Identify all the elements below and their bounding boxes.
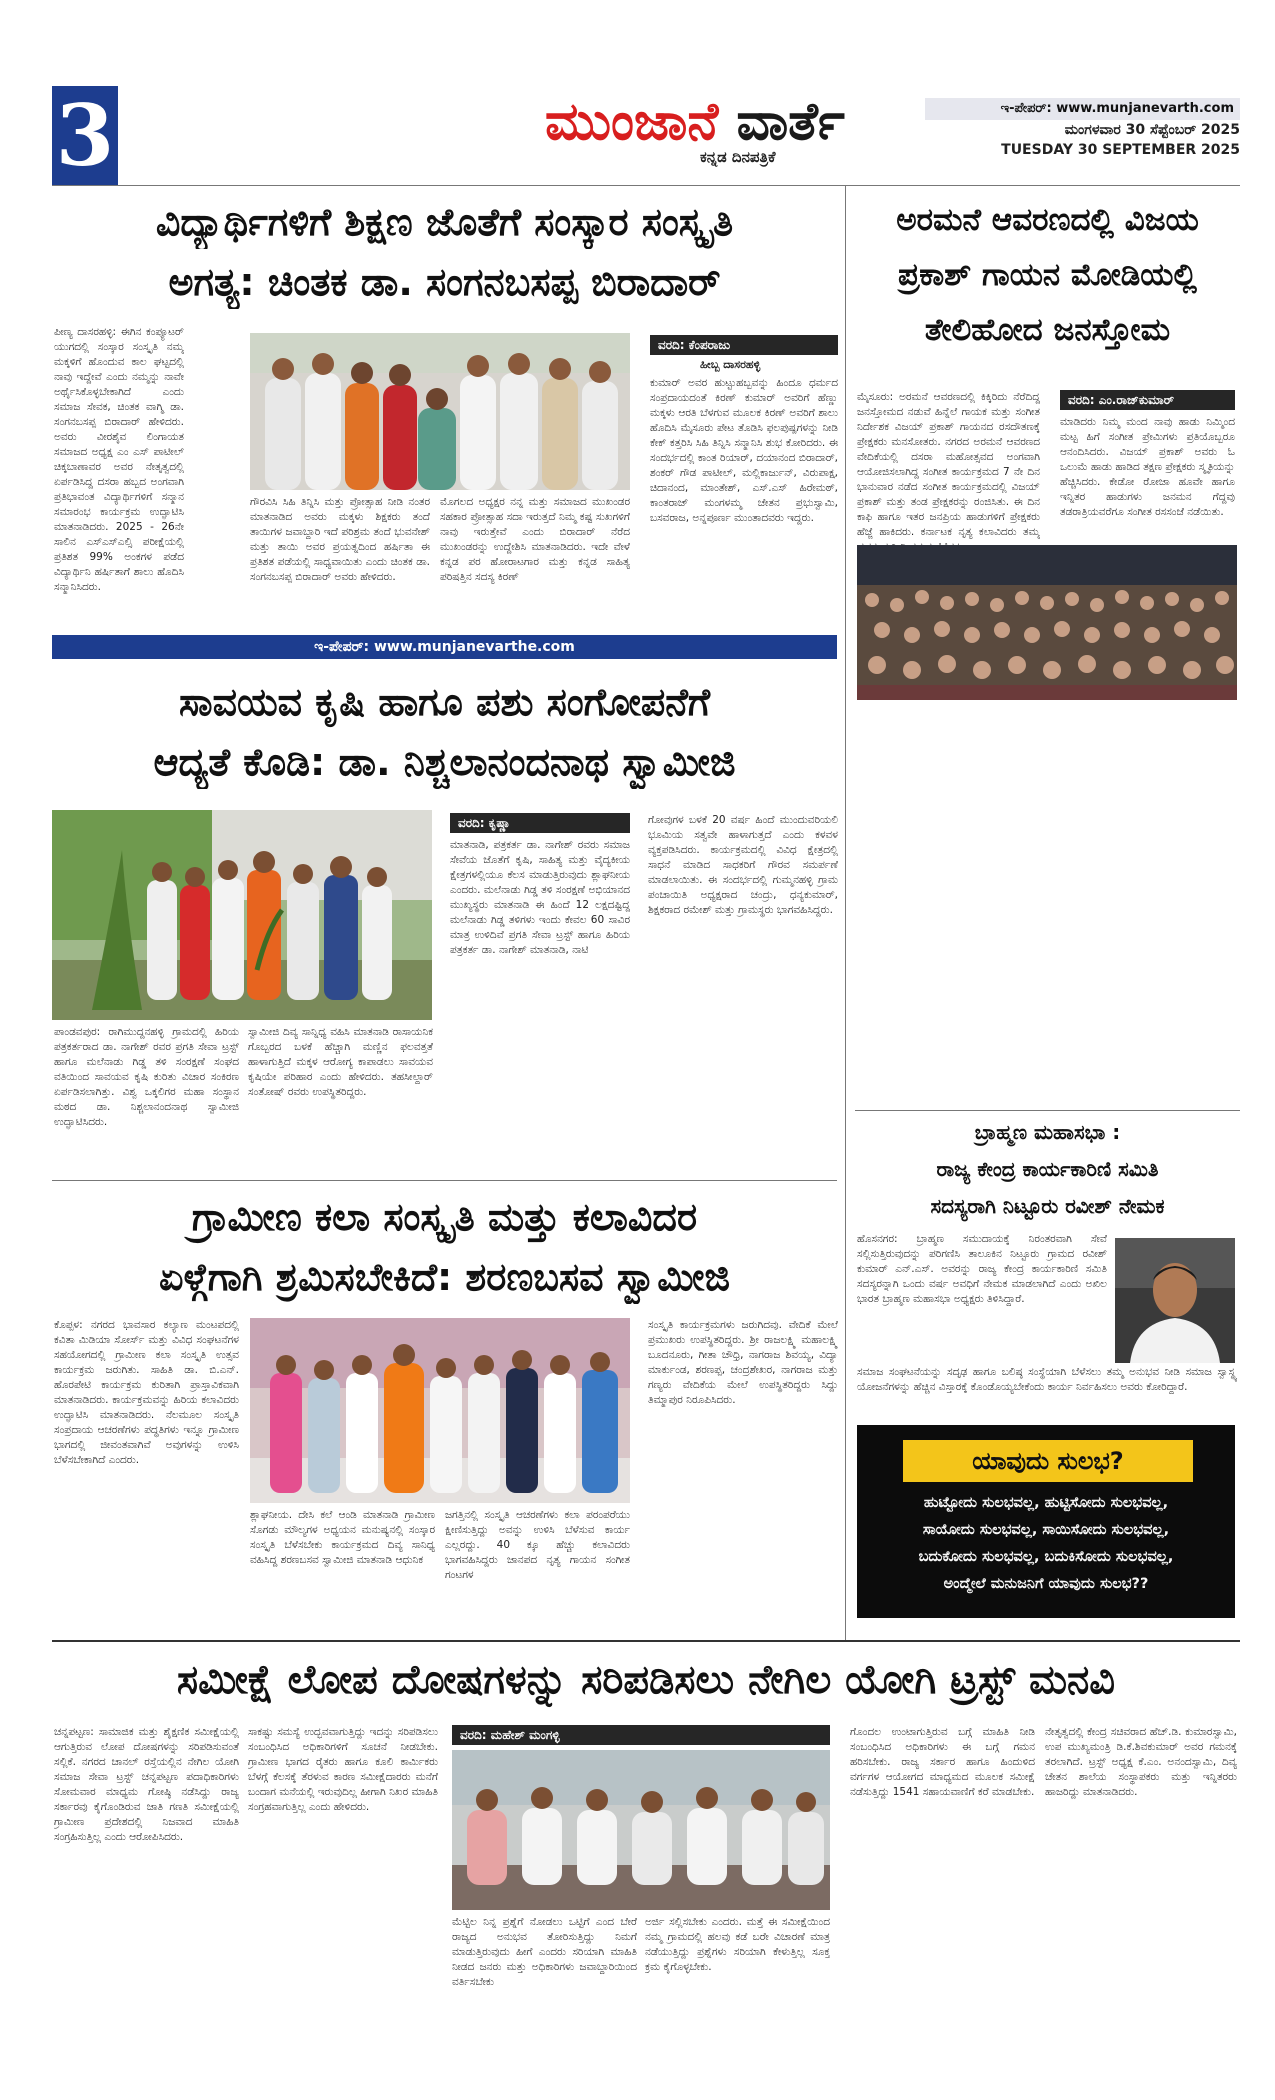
article3-body-col2: ಶ್ಲಾಘನೀಯ. ದೇಸಿ ಕಲೆ ಆಂಡಿ ಮಾತನಾಡಿ ಗ್ರಾಮೀಣ ಸೊಗಡು ಮೌಲ್ಯಗಳ ಅಧ್ಯಯನ ಮನುಷ್ಯನಲ್ಲಿ ಸಂಸ್ಕಾರ ಸಂಸ್ಕೃತಿ ಬೆಳೆಸಬೇಕು ಕಾರ್ಯಕ್ರಮದ ದಿವ್ಯ ಸಾನಿಧ್ಯ ವಹಿಸಿದ್ದ ಶರಣಬಸವ ಸ್ವಾಮೀಜಿ ಮಾತನಾಡಿ ಆಧುನಿಕ (250, 1509, 435, 1566)
article1-byline-place: ಹೀಬ್ಬ ದಾಸರಹಳ್ಳಿ (700, 358, 761, 371)
article6-headline: ಸಮೀಕ್ಷೆ ಲೋಪ ದೋಷಗಳನ್ನು ಸರಿಪಡಿಸಲು ನೇಗಿಲ ಯೋಗಿ ಟ್ರಸ್ಟ್ ಮನವಿ (176, 1657, 1116, 1703)
masthead (545, 94, 845, 150)
article3-headline-line1: ಗ್ರಾಮೀಣ ಕಲಾ ಸಂಸ್ಕೃತಿ ಮತ್ತು ಕಲಾವಿದರ (191, 1195, 698, 1239)
quote-title: ಯಾವುದು ಸುಲಭ? (903, 1440, 1193, 1482)
article2-body-col3: ಮಾತನಾಡಿ, ಪತ್ರಕರ್ತ ಡಾ. ನಾಗೇಶ್ ರವರು ಸಮಾಜ ಸೇವೆಯ ಜೊತೆಗೆ ಕೃಷಿ, ಸಾಹಿತ್ಯ ಮತ್ತು ವೈದ್ಯಕೀಯ ಕ್ಷೇತ್ರಗಳಲ್ಲಿಯೂ ಕೆಲಸ ಮಾಡುತ್ತಿರುವುದು ಶ್ಲಾಘನೀಯ ಎಂದರು. ಮಲೆನಾಡು ಗಿಡ್ಡ ತಳಿ ಸಂರಕ್ಷಣೆ ಅಭಿಯಾನದ ಮುಖ್ಯಸ್ಥರು ಮಾತನಾಡಿ ಈ ಹಿಂದೆ 12 ಲಕ್ಷದಷ್ಟಿದ್ದ ಮಲೆನಾಡು ಗಿಡ್ಡ ತಳಿಗಳು ಇಂದು ಕೇವಲ 60 ಸಾವಿರ ಮಾತ್ರ ಉಳಿದಿವೆ ಪ್ರಗತಿ ಸೇವಾ ಟ್ರಸ್ಟ್ ಹಾಗೂ ಹಿರಿಯ ಪತ್ರಕರ್ತ ಡಾ. ನಾಗೇಶ್ ಮಾತನಾಡಿ, ನಾಟಿ (450, 839, 630, 956)
article4-body-col1: ಮೈಸೂರು: ಅರಮನೆ ಆವರಣದಲ್ಲಿ ಕಿಕ್ಕಿರಿದು ನೆರೆದಿದ್ದ ಜನಸ್ತೋಮದ ನಡುವೆ ಹಿನ್ನೆಲೆ ಗಾಯಕ ಮತ್ತು ಸಂಗೀತ ನಿರ್ದೇಶಕ ವಿಜಯ್ ಪ್ರಕಾಶ್ ಗಾಯನದ ರಸದೌತಣಕ್ಕೆ ಪ್ರೇಕ್ಷಕರು ಮನಸೋತರು. ನಗರದ ಅರಮನೆ ಆವರಣದ ವೇದಿಕೆಯಲ್ಲಿ ದಸರಾ ಮಹೋತ್ಸವದ ಅಂಗವಾಗಿ ಆಯೋಜಿಸಲಾಗಿದ್ದ ಸಂಗೀತ ಕಾರ್ಯಕ್ರಮದ 7 ನೇ ದಿನ ಭಾನುವಾರ ನಡೆದ ಸಂಗೀತ ಕಾರ್ಯಕ್ರಮದಲ್ಲಿ ವಿಜಯ್ ಪ್ರಕಾಶ್ ಮತ್ತು ತಂಡ ಪ್ರೇಕ್ಷಕರನ್ನು ರಂಜಿಸಿತು. ಈ ದಿನ ಕಾಫಿ ಹಾಗೂ ಇತರ ಜನಪ್ರಿಯ ಹಾಡುಗಳಿಗೆ ಪ್ರೇಕ್ಷಕರು ಹೆಜ್ಜೆ ಹಾಕಿದರು. ಕರ್ನಾಟಕ ನೃತ್ಯ ಕಲಾವಿದರು ತಮ್ಮ (857, 391, 1040, 538)
article1-body-col2: ಗೌರವಿಸಿ ಸಿಹಿ ತಿನ್ನಿಸಿ ಮತ್ತು ಪ್ರೋತ್ಸಾಹ ನೀಡಿ ನಂತರ ಮಾತನಾಡಿದ ಅವರು ಮಕ್ಕಳು ಶಿಕ್ಷಕರು ತಂದೆ ತಾಯಿಗಳ ಜವಾಬ್ದಾರಿ ಇದೆ ಪರಿಶ್ರಮ ತಂದೆ ಭುವನೇಶ್ ಮತ್ತು ತಾಯಿ ಅವರ ಪ್ರಯತ್ನದಿಂದ ಹರ್ಷಿತಾ ಈ ಪ್ರತಿಶತ ಪಡೆಯಲ್ಲಿ ಸಾಧ್ಯವಾಯಿತು ಎಂದು ಚಿಂತಕ ಡಾ. ಸಂಗನಬಸಪ್ಪ ಬಿರಾದಾರ್ ಅವರು ಹೇಳಿದರು. (250, 496, 430, 583)
article5-headline-line1: ಬ್ರಾಹ್ಮಣ ಮಹಾಸಭಾ : (974, 1120, 1121, 1144)
article4-rule (855, 1110, 1240, 1111)
epaper-link[interactable]: ಇ-ಪೇಪರ್: www.munjanevarth.com (925, 98, 1240, 120)
article1-body-col1: ಪೀಣ್ಯ ದಾಸರಹಳ್ಳಿ: ಈಗಿನ ಕಂಪ್ಯೂಟರ್ ಯುಗದಲ್ಲಿ ಸಂಸ್ಕಾರ ಸಂಸ್ಕೃತಿ ನಮ್ಮ ಮಕ್ಕಳಿಗೆ ಹೊಂದುವ ಕಾಲ ಘಟ್ಟದಲ್ಲಿ ನಾವು ಇದ್ದೇವೆ ಎಂದು ನಮ್ಮನ್ನು ನಾವೇ ಅರ್ಥೈಸಿಕೊಳ್ಳಬೇಕಾಗಿದೆ ಎಂದು ಸಮಾಜ ಸೇವಕ, ಚಿಂತಕ ವಾಗ್ಮಿ ಡಾ. ಸಂಗನಬಸಪ್ಪ ಬಿರಾದಾರ್ ಹೇಳಿದರು. ಅವರು ವೀರಶೈವ ಲಿಂಗಾಯತ ಸಮಾಜದ ಅಧ್ಯಕ್ಷ ಎಂ ಎಸ್ ಪಾಟೀಲ್ ಚಿಕ್ಕಬಾಣಾವರ ಅವರ ನೇತೃತ್ವದಲ್ಲಿ ಏರ್ಪಡಿಸಿದ್ದ ದಸರಾ ಹಬ್ಬದ ಅಂಗವಾಗಿ ಪ್ರತಿಭಾವಂತ ವಿದ್ಯಾರ್ಥಿಗಳಿಗೆ ಸನ್ಮಾನ ಸಮಾರಂಭ ಕಾರ್ಯಕ್ರಮ ಉದ್ಘಾಟಿಸಿ ಮಾತನಾಡಿದರು. 2025 - 26ನೇ ಸಾಲಿನ ಎಸ್ಎಸ್ಎಲ್ಸಿ ಪರೀಕ್ಷೆಯಲ್ಲಿ ಪ್ರತಿಶತ 99% ಅಂಕಗಳ ಪಡೆದ ವಿದ್ಯಾರ್ಥಿನಿ ಹರ್ಷಿತಾಗೆ ಶಾಲು ಹೊದಿಸಿ ಸನ್ಮಾನಿಸಿದರು. (54, 326, 184, 593)
article2-headline-line2: ಆದ್ಯತೆ ಕೊಡಿ: ಡಾ. ನಿಶ್ಚಲಾನಂದನಾಥ ಸ್ವಾಮೀಜಿ (153, 740, 736, 784)
article2-body-col1: ಪಾಂಡವಪುರ: ರಾಗಿಮುದ್ದನಹಳ್ಳಿ ಗ್ರಾಮದಲ್ಲಿ ಹಿರಿಯ ಪತ್ರಕರ್ತರಾದ ಡಾ. ನಾಗೇಶ್ ರವರ ಪ್ರಗತಿ ಸೇವಾ ಟ್ರಸ್ಟ್ ಹಾಗೂ ಮಲೆನಾಡು ಗಿಡ್ಡ ತಳಿ ಸಂರಕ್ಷಣೆ ಸಂಘದ ವತಿಯಿಂದ ಸಾವಯವ ಕೃಷಿ ಕುರಿತು ವಿಚಾರ ಸಂಕಿರಣ ಏರ್ಪಡಿಸಲಾಗಿತ್ತು. ವಿಶ್ವ ಒಕ್ಕಲಿಗರ ಮಹಾ ಸಂಸ್ಥಾನ ಮಠದ ಡಾ. ನಿಶ್ಚಲಾನಂದನಾಥ ಸ್ವಾಮೀಜಿ ಉದ್ಘಾಟಿಸಿದರು. (54, 1026, 239, 1128)
article4-headline-line3: ತೇಲಿಹೋದ ಜನಸ್ತೋಮ (924, 312, 1171, 348)
article6-rule (52, 1640, 1240, 1642)
article3-photo (250, 1318, 630, 1503)
epaper-strip[interactable]: ಇ-ಪೇಪರ್: www.munjanevarthe.com (52, 635, 837, 659)
article6-body-col2: ಸಾಕಷ್ಟು ಸಮಸ್ಯೆ ಉದ್ಭವವಾಗುತ್ತಿದ್ದು ಇದನ್ನು ಸರಿಪಡಿಸಲು ಸಂಬಂಧಿಸಿದ ಅಧಿಕಾರಿಗಳಿಗೆ ಸೂಚನೆ ನೀಡಬೇಕು. ಗ್ರಾಮೀಣ ಭಾಗದ ರೈತರು ಹಾಗೂ ಕೂಲಿ ಕಾರ್ಮಿಕರು ಬೆಳಗ್ಗೆ ಕೆಲಸಕ್ಕೆ ತೆರಳುವ ಕಾರಣ ಸಮೀಕ್ಷೆದಾರರು ಮನೆಗೆ ಬಂದಾಗ ಮನೆಯಲ್ಲಿ ಇರುವುದಿಲ್ಲ ಹೀಗಾಗಿ ನಿಖರ ಮಾಹಿತಿ ಸಂಗ್ರಹವಾಗುತ್ತಿಲ್ಲ ಎಂದು ಹೇಳಿದರು. (248, 1726, 438, 1813)
article6-photo (452, 1750, 830, 1910)
article5-body2: ಸಮಾಜ ಸಂಘಟನೆಯನ್ನು ಸದೃಢ ಹಾಗೂ ಬಲಿಷ್ಠ ಸಂಸ್ಥೆಯಾಗಿ ಬೆಳೆಸಲು ತಮ್ಮ ಅನುಭವ ನೀಡಿ ಸಮಾಜ ಸ್ವಾಸ್ಥ್ಯ ಯೋಜನೆಗಳನ್ನು ಹೆಚ್ಚಿನ ವಿಸ್ತಾರಕ್ಕೆ ಕೊಂಡೊಯ್ಯಬೇಕೆಂದು ಕಾರ್ಯ ನಿರ್ವಹಿಸಲು ಅವರು ಕೋರಿದ್ದಾರೆ. (857, 1366, 1237, 1393)
tagline: ಕನ್ನಡ ದಿನಪತ್ರಿಕೆ (700, 148, 776, 166)
article6-body-col5: ಗೊಂದಲ ಉಂಟಾಗುತ್ತಿರುವ ಬಗ್ಗೆ ಮಾಹಿತಿ ನೀಡಿ ಸಂಬಂಧಿಸಿದ ಅಧಿಕಾರಿಗಳು ಈ ಬಗ್ಗೆ ಗಮನ ಹರಿಸಬೇಕು. ರಾಜ್ಯ ಸರ್ಕಾರ ಹಾಗೂ ಹಿಂದುಳಿದ ವರ್ಗಗಳ ಆಯೋಗದ ಮಾಧ್ಯಮದ ಮೂಲಕ ಸಮೀಕ್ಷೆ ನಡೆಸುತ್ತಿದ್ದು 1541 ಸಹಾಯವಾಣಿಗೆ ಕರೆ ಮಾಡಬೇಕು. (850, 1726, 1035, 1798)
article2-byline: ವರದಿ: ಕೃಷ್ಣಾ (450, 813, 630, 833)
page-number: 3 (52, 86, 118, 186)
article2-body-col2: ಸ್ವಾಮೀಜಿ ದಿವ್ಯ ಸಾನ್ನಿಧ್ಯ ವಹಿಸಿ ಮಾತನಾಡಿ ರಾಸಾಯನಿಕ ಗೊಬ್ಬರದ ಬಳಕೆ ಹೆಚ್ಚಾಗಿ ಮಣ್ಣಿನ ಫಲವತ್ತತೆ ಹಾಳಾಗುತ್ತಿದೆ ಮಕ್ಕಳ ಆರೋಗ್ಯ ಕಾಪಾಡಲು ಸಾವಯವ ಕೃಷಿಯೇ ಪರಿಹಾರ ಎಂದು ಹೇಳಿದರು. ತಹಸೀಲ್ದಾರ್ ಸಂತೋಷ್ ರವರು ಉಪಸ್ಥಿತರಿದ್ದರು. (248, 1026, 433, 1098)
article3-body-col1: ಕೊಪ್ಪಳ: ನಗರದ ಭಾವಸಾರ ಕಲ್ಯಾಣ ಮಂಟಪದಲ್ಲಿ ಕವಿತಾ ಮಿಡಿಯಾ ಸೋರ್ಸ್ ಮತ್ತು ವಿವಿಧ ಸಂಘಟನೆಗಳ ಸಹಯೋಗದಲ್ಲಿ ಗ್ರಾಮೀಣ ಕಲಾ ಸಂಸ್ಕೃತಿ ಉತ್ಸವ ಕಾರ್ಯಕ್ರಮ ಜರುಗಿತು. ಸಾಹಿತಿ ಡಾ. ಬಿ.ಎನ್. ಹೊರಪೇಟಿ ಕಾರ್ಯಕ್ರಮ ಕುರಿತಾಗಿ ಪ್ರಾಸ್ತಾವಿಕವಾಗಿ ಮಾತನಾಡಿದರು. ಕಾರ್ಯಕ್ರಮವನ್ನು ಹಿರಿಯ ಕಲಾವಿದರು ಉದ್ಘಾಟಿಸಿ ಮಾತನಾಡಿದರು. ನೆಲಮೂಲ ಸಂಸ್ಕೃತಿ ಸಂಪ್ರದಾಯ ಆಚರಣೆಗಳು ಪದ್ಧತಿಗಳು ಇನ್ನೂ ಗ್ರಾಮೀಣ ಭಾಗದಲ್ಲಿ ಜೀವಂತವಾಗಿವೆ ಅವುಗಳನ್ನು ಉಳಿಸಿ ಬೆಳೆಸಬೇಕಾಗಿದೆ ಎಂದರು. (54, 1319, 239, 1466)
masthead-part1: ಮುಂಜಾನೆ (545, 92, 719, 152)
article6-byline: ವರದಿ: ಮಹೇಶ್ ಮಂಗಳ್ಳಿ (452, 1725, 830, 1745)
article5-body1: ಹೊಸನಗರ: ಬ್ರಾಹ್ಮಣ ಸಮುದಾಯಕ್ಕೆ ನಿರಂತರವಾಗಿ ಸೇವೆ ಸಲ್ಲಿಸುತ್ತಿರುವುದನ್ನು ಪರಿಗಣಿಸಿ ತಾಲೂಕಿನ ನಿಟ್ಟೂರು ಗ್ರಾಮದ ರವೀಶ್ ಕುಮಾರ್ ಎನ್.ಎಸ್. ಅವರನ್ನು ರಾಜ್ಯ ಕೇಂದ್ರ ಕಾರ್ಯಕಾರಿಣಿ ಸಮಿತಿ ಸದಸ್ಯರನ್ನಾಗಿ ಒಂದು ವರ್ಷ ಅವಧಿಗೆ ನೇಮಕ ಮಾಡಲಾಗಿದೆ ಎಂದು ಅಖಿಲ ಭಾರತ ಬ್ರಾಹ್ಮಣ ಮಹಾಸಭಾ ಅಧ್ಯಕ್ಷರು ತಿಳಿಸಿದ್ದಾರೆ. (857, 1233, 1107, 1305)
article4-body-col2: ಮಾಡಿದರು ನಿಮ್ಮ ಮಂದ ನಾವು ಹಾಡು ನಿಮ್ಮಿಂದ ಮಟ್ಟ ಹಿಗೆ ಸಂಗೀತ ಪ್ರೇಮಿಗಳು ಪ್ರತಿಯೊಬ್ಬರೂ ಆನಂದಿಸಿದರು. ವಿಜಯ್ ಪ್ರಕಾಶ್ ಅವರು ಓ ಒಲುಮೆ ಹಾಡು ಹಾಡಿದ ತಕ್ಷಣ ಪ್ರೇಕ್ಷಕರು ಸ್ಮೃತಿಯನ್ನು ಹೆಚ್ಚಿಸಿದರು. ಕೇಡೋ ರೋಜಾ ಹೂವೇ ಹಾಗೂ ಇನ್ನಿತರ ಹಾಡುಗಳು ಜನಮನ ಗೆದ್ದವು ತಡರಾತ್ರಿಯವರೆಗೂ ಸಂಗೀತ ರಸಸಂಜೆ ನಡೆಯಿತು. (1060, 416, 1235, 518)
article6-body-col6: ನೇತೃತ್ವದಲ್ಲಿ ಕೇಂದ್ರ ಸಚಿವರಾದ ಹೆಚ್.ಡಿ. ಕುಮಾರಸ್ವಾಮಿ, ಉಪ ಮುಖ್ಯಮಂತ್ರಿ ಡಿ.ಕೆ.ಶಿವಕುಮಾರ್ ಅವರ ಗಮನಕ್ಕೆ ತರಲಾಗಿದೆ. ಟ್ರಸ್ಟ್ ಅಧ್ಯಕ್ಷ ಕೆ.ಎಂ. ಅನಂದಸ್ವಾಮಿ, ದಿವ್ಯ ಚೇತನ ಶಾಲೆಯ ಸಂಸ್ಥಾಪಕರು ಮತ್ತು ಇನ್ನಿತರರು ಹಾಜರಿದ್ದು ಮಾತನಾಡಿದರು. (1045, 1726, 1237, 1798)
article2-rule (52, 1180, 837, 1181)
article6-body-col1: ಚನ್ನಪಟ್ಟಣ: ಸಾಮಾಜಿಕ ಮತ್ತು ಶೈಕ್ಷಣಿಕ ಸಮೀಕ್ಷೆಯಲ್ಲಿ ಆಗುತ್ತಿರುವ ಲೋಪ ದೋಷಗಳನ್ನು ಸರಿಪಡಿಸುವಂತೆ ಸಲ್ಲಿಕೆ. ನಗರದ ಚಾನಲ್ ರಸ್ತೆಯಲ್ಲಿನ ನೇಗಿಲ ಯೋಗಿ ಸಮಾಜ ಸೇವಾ ಟ್ರಸ್ಟ್ ಚನ್ನಪಟ್ಟಣ ಪದಾಧಿಕಾರಿಗಳು ಸೋಮವಾರ ಮಾಧ್ಯಮ ಗೋಷ್ಠಿ ನಡೆಸಿದ್ದು ರಾಜ್ಯ ಸರ್ಕಾರವು ಕೈಗೊಂಡಿರುವ ಜಾತಿ ಗಣತಿ ಸಮೀಕ್ಷೆಯಲ್ಲಿ ಗ್ರಾಮೀಣ ಪ್ರದೇಶದಲ್ಲಿ ನಿಜವಾದ ಮಾಹಿತಿ ಸಂಗ್ರಹಿಸುತ್ತಿಲ್ಲ ಎಂದು ಆರೋಪಿಸಿದರು. (54, 1726, 239, 1843)
article1-body-col4: ಕುಮಾರ್ ಅವರ ಹುಟ್ಟುಹಬ್ಬವನ್ನು ಹಿಂದೂ ಧರ್ಮದ ಸಂಪ್ರದಾಯದಂತೆ ಕಿರಣ್ ಕುಮಾರ್ ಅವರಿಗೆ ಹೆಣ್ಣು ಮಕ್ಕಳು ಆರತಿ ಬೆಳಗುವ ಮೂಲಕ ಕಿರಣ್ ಅವರಿಗೆ ಶಾಲು ಹೊದಿಸಿ ಮೈಸೂರು ಪೇಟ ತೊಡಿಸಿ ಫಲಪುಷ್ಪಗಳನ್ನು ನೀಡಿ ಕೇಕ್ ಕತ್ತರಿಸಿ ಸಿಹಿ ತಿನ್ನಿಸಿ ಸನ್ಮಾನಿಸಿ ಶುಭ ಕೋರಿದರು. ಈ ಸಂದರ್ಭದಲ್ಲಿ ಕಾಂತ ರಿಯಾರ್, ದಯಾನಂದ ಬಿರಾದಾರ್, ಶಂಕರ್ ಗೌಡ ಪಾಟೀಲ್, ಮಲ್ಲಿಕಾರ್ಜುನ್, ವಿರುಪಾಕ್ಷ, ಚಿದಾನಂದ, ಮಾಂತೇಶ್, ಎಸ್.ಎಸ್ ಹಿರೇಮಠ್, ಕಾಂತರಾಜ್ ಮಂಗಳಮ್ಮ ಚೇತನ ಪ್ರಭುಸ್ವಾಮಿ, ಬಸವರಾಜ, ಅನ್ನಪೂರ್ಣ ಮುಂತಾದವರು ಇದ್ದರು. (650, 377, 838, 524)
header-rule (52, 185, 1240, 186)
masthead-part2: ವಾರ್ತೆ (736, 92, 845, 152)
article4-headline-line1: ಅರಮನೆ ಆವರಣದಲ್ಲಿ ವಿಜಯ (896, 202, 1199, 238)
article5-headline-line2: ರಾಜ್ಯ ಕೇಂದ್ರ ಕಾರ್ಯಕಾರಿಣಿ ಸಮಿತಿ (936, 1157, 1159, 1181)
article1-photo (250, 333, 630, 490)
date-kannada: ಮಂಗಳವಾರ 30 ಸೆಪ್ಟೆಂಬರ್ 2025 (1064, 122, 1240, 138)
article2-body-col4: ಗೋವುಗಳ ಬಳಕೆ 20 ವರ್ಷ ಹಿಂದೆ ಮುಂದುವರಿಯಲಿ ಭೂಮಿಯ ಸತ್ವವೇ ಹಾಳಾಗುತ್ತದೆ ಎಂದು ಕಳವಳ ವ್ಯಕ್ತಪಡಿಸಿದರು. ಕಾರ್ಯಕ್ರಮದಲ್ಲಿ ವಿವಿಧ ಕ್ಷೇತ್ರದಲ್ಲಿ ಸಾಧನೆ ಮಾಡಿದ ಸಾಧಕರಿಗೆ ಗೌರವ ಸಮರ್ಪಣೆ ಮಾಡಲಾಯಿತು. ಈ ಸಂದರ್ಭದಲ್ಲಿ ಗುಮ್ಮನಹಳ್ಳಿ ಗ್ರಾಮ ಪಂಚಾಯಿತಿ ಅಧ್ಯಕ್ಷರಾದ ಚಂದ್ರು, ಧನ್ಯಕುಮಾರ್, ಶಿಕ್ಷಕರಾದ ರಮೇಶ್ ಮತ್ತು ಗ್ರಾಮಸ್ಥರು ಭಾಗವಹಿಸಿದ್ದರು. (648, 814, 838, 916)
column-divider (845, 185, 846, 1640)
article4-byline: ವರದಿ: ಎಂ.ರಾಜ್‌ಕುಮಾರ್ (1060, 390, 1235, 410)
article1-body-col3: ಮೊಗಲದ ಅಧ್ಯಕ್ಷರ ನನ್ನ ಮತ್ತು ಸಮಾಜದ ಮುಖಂಡರ ಸಹಕಾರ ಪ್ರೋತ್ಸಾಹ ಸದಾ ಇರುತ್ತದೆ ನಿಮ್ಮ ಕಷ್ಟ ಸುಖಗಳಿಗೆ ನಾವು ಇರುತ್ತೇವೆ ಎಂದು ಬಿರಾದಾರ್ ನೆರೆದ ಮುಖಂಡರನ್ನು ಉದ್ದೇಶಿಸಿ ಮಾತನಾಡಿದರು. ಇದೇ ವೇಳೆ ಕನ್ನಡ ಪರ ಹೋರಾಟಗಾರ ಮತ್ತು ಕನ್ನಡ ಸಾಹಿತ್ಯ ಪರಿಷತ್ತಿನ ಸದಸ್ಯ ಕಿರಣ್ (440, 496, 630, 583)
article3-body-col4: ಸಂಸ್ಕೃತಿ ಕಾರ್ಯಕ್ರಮಗಳು ಜರುಗಿದವು. ವೇದಿಕೆ ಮೇಲೆ ಪ್ರಮುಖರು ಉಪಸ್ಥಿತರಿದ್ದರು. ಶ್ರೀ ರಾಜಲಕ್ಷ್ಮಿ ಮಹಾಲಕ್ಷ್ಮಿ ಬೂದನೂರು, ಗೀತಾ ಚೌಧ್ರಿ, ನಾಗರಾಜ ಶಿವಯ್ಯ, ವಿದ್ಯಾ ಮಾರ್ಕುಂಡ, ಶರಣಪ್ಪ, ಚಂದ್ರಶೇಖರ, ನಾಗರಾಜ ಮತ್ತು ಗಣ್ಯರು ವೇದಿಕೆಯ ಮೇಲೆ ಉಪಸ್ಥಿತರಿದ್ದರು ಸಿದ್ದು ತಿಮ್ಮಾಪುರ ನಿರೂಪಿಸಿದರು. (648, 1319, 838, 1406)
article4-photo (857, 545, 1237, 700)
quote-line-3: ಬದುಕೋದು ಸುಲಭವಲ್ಲ, ಬದುಕಿಸೋದು ಸುಲಭವಲ್ಲ, (918, 1549, 1174, 1565)
article5-headline-line3: ಸದಸ್ಯರಾಗಿ ನಿಟ್ಟೂರು ರವೀಶ್ ನೇಮಕ (930, 1194, 1165, 1218)
article5-portrait (1115, 1238, 1235, 1363)
article2-headline-line1: ಸಾವಯವ ಕೃಷಿ ಹಾಗೂ ಪಶು ಸಂಗೋಪನೆಗೆ (179, 680, 710, 724)
article3-headline-line2: ಏಳ್ಗೆಗಾಗಿ ಶ್ರಮಿಸಬೇಕಿದೆ: ಶರಣಬಸವ ಸ್ವಾಮೀಜಿ (158, 1255, 731, 1299)
article6-body-col4: ಅರ್ಜಿ ಸಲ್ಲಿಸಬೇಕು ಎಂದರು. ಮತ್ತೆ ಈ ಸಮೀಕ್ಷೆಯಿಂದ ನಮ್ಮ ಗ್ರಾಮದಲ್ಲಿ ಹಲವು ಕಡೆ ಬರೇ ವಿಚಾರಣೆ ಮಾತ್ರ ನಡೆಯುತ್ತಿದ್ದು ಪ್ರಶ್ನೆಗಳು ಸರಿಯಾಗಿ ಕೇಳುತ್ತಿಲ್ಲ ಸೂಕ್ತ ಕ್ರಮ ಕೈಗೊಳ್ಳಬೇಕು. (645, 1916, 830, 1973)
article2-photo (52, 810, 432, 1020)
quote-line-2: ಸಾಯೋದು ಸುಲಭವಲ್ಲ, ಸಾಯಿಸೋದು ಸುಲಭವಲ್ಲ, (922, 1522, 1170, 1538)
article4-headline-line2: ಪ್ರಕಾಶ್ ಗಾಯನ ಮೋಡಿಯಲ್ಲಿ (898, 257, 1197, 293)
article3-body-col3: ಜಗತ್ತಿನಲ್ಲಿ ಸಂಸ್ಕೃತಿ ಆಚರಣೆಗಳು ಕಲಾ ಪರಂಪರೆಯು ಕ್ಷೀಣಿಸುತ್ತಿದ್ದು ಅವನ್ನು ಉಳಿಸಿ ಬೆಳೆಸುವ ಕಾರ್ಯ ಎಲ್ಲರದ್ದು. 40 ಕ್ಕೂ ಹೆಚ್ಚು ಕಲಾವಿದರು ಭಾಗವಹಿಸಿದ್ದರು ಜಾನಪದ ನೃತ್ಯ ಗಾಯನ ಸಂಗೀತ ಗಂಟಗಳ (445, 1509, 630, 1581)
quote-line-1: ಹುಟ್ಟೋದು ಸುಲಭವಲ್ಲ, ಹುಟ್ಟಿಸೋದು ಸುಲಭವಲ್ಲ, (923, 1495, 1169, 1511)
date-english: TUESDAY 30 SEPTEMBER 2025 (1001, 142, 1240, 158)
quote-line-4: ಅಂದ್ಮೇಲೆ ಮನುಜನಿಗೆ ಯಾವುದು ಸುಲಭ?? (943, 1576, 1149, 1592)
article1-headline-line1: ವಿದ್ಯಾರ್ಥಿಗಳಿಗೆ ಶಿಕ್ಷಣ ಜೊತೆಗೆ ಸಂಸ್ಕಾರ ಸಂಸ್ಕೃತಿ (155, 200, 734, 244)
article6-body-col3: ಮೆಟ್ಟಿಲ ನಿನ್ನ ಪ್ರಶ್ನೆಗೆ ನೋಡಲು ಒಟ್ಟಿಗೆ ಎಂದ ಬೇರೆ ರಾಜ್ಯದ ಅನುಭವ ತೋರಿಸುತ್ತಿದ್ದು ನಿಮಗೆ ಮಾಡುತ್ತಿರುವುದು ಹೀಗೆ ಎಂದರು ಸರಿಯಾಗಿ ಮಾಹಿತಿ ನೀಡದ ಜನರು ಮತ್ತು ಅಧಿಕಾರಿಗಳು ಜವಾಬ್ದಾರಿಯಿಂದ ವರ್ತಿಸಬೇಕು (452, 1916, 637, 1988)
article1-byline: ವರದಿ: ಕೆಂಪರಾಜು (650, 335, 838, 355)
article1-headline-line2: ಅಗತ್ಯ: ಚಿಂತಕ ಡಾ. ಸಂಗನಬಸಪ್ಪ ಬಿರಾದಾರ್ (168, 260, 721, 304)
